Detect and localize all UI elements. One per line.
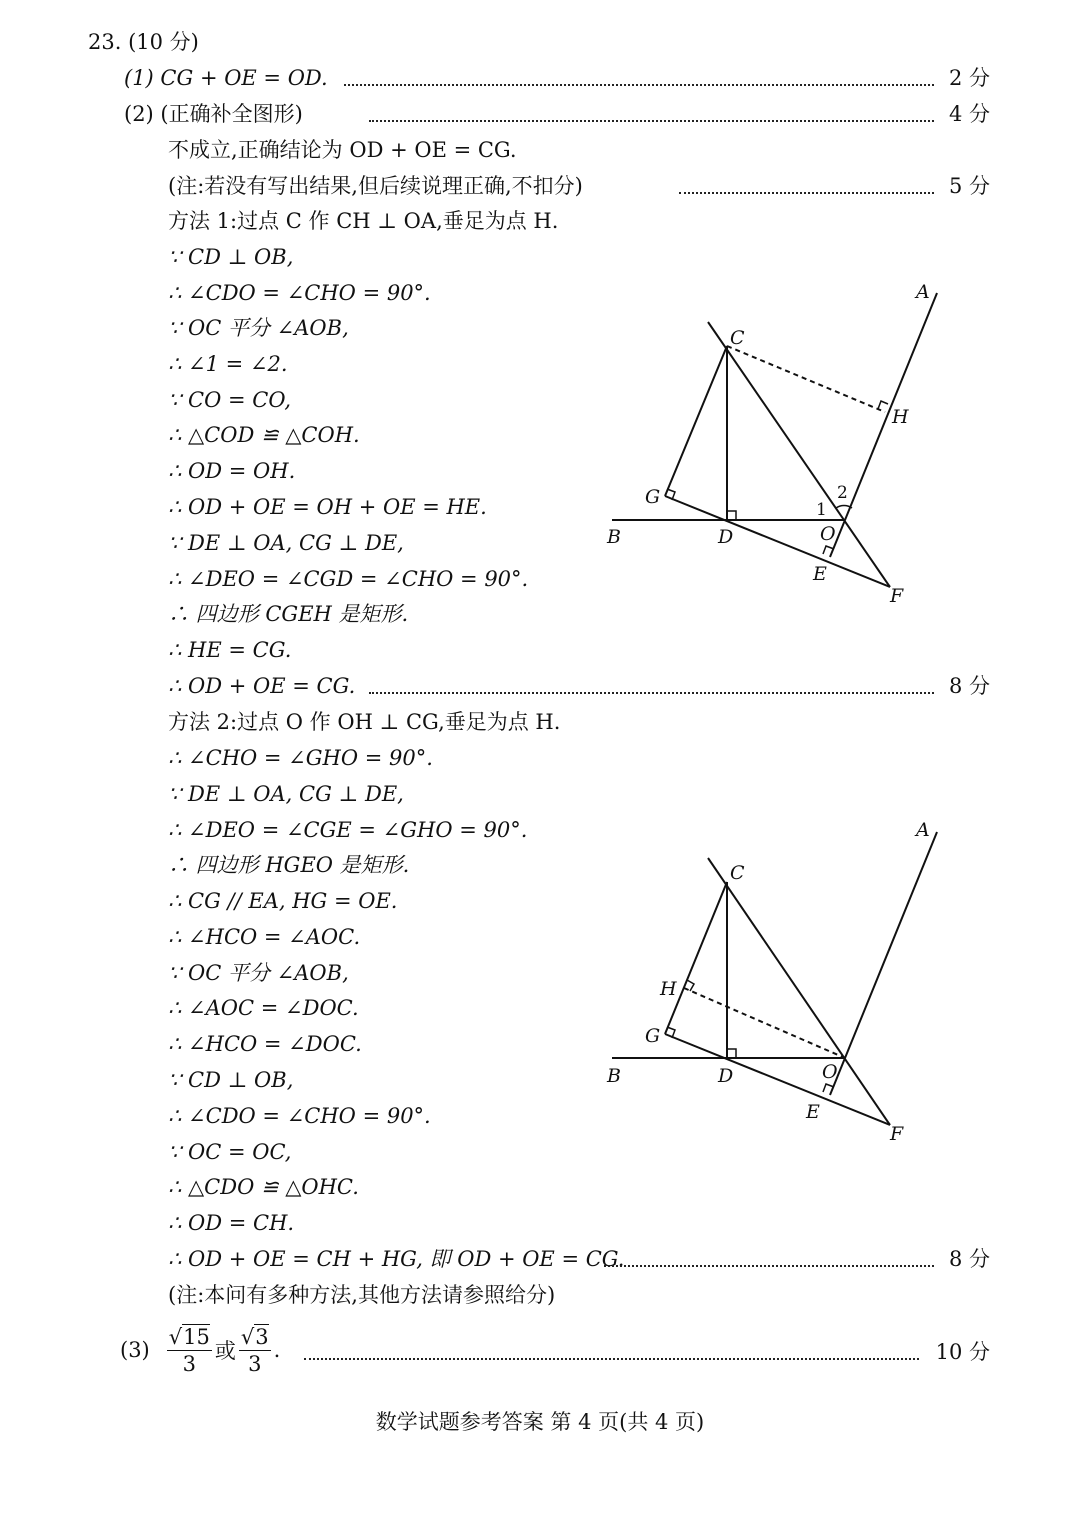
fraction-1-denominator: 3 [182, 1351, 196, 1376]
method2-line: ∴ CG // EA, HG = OE. [168, 889, 398, 913]
method1-title: 方法 1:过点 C 作 CH ⊥ OA,垂足为点 H. [168, 209, 559, 233]
label-D: D [718, 1065, 734, 1087]
method1-line: ∴ 四边形 CGEH 是矩形. [168, 602, 409, 626]
method2-line: ∴ ∠HCO = ∠DOC. [168, 1032, 362, 1056]
angle-label-1: 1 [816, 500, 827, 520]
method1-line: ∵ OC 平分 ∠AOB, [168, 316, 349, 340]
label-F: F [890, 1123, 904, 1145]
part1-score: 2 分 [948, 66, 990, 90]
method1-line: ∵ CD ⊥ OB, [168, 245, 294, 269]
method2-line: ∵ OC = OC, [168, 1140, 292, 1164]
method1-line: ∴ OD = OH. [168, 459, 296, 483]
method1-line: ∴ HE = CG. [168, 638, 292, 662]
part2-footnote: (注:本问有多种方法,其他方法请参照给分) [168, 1283, 556, 1307]
page-footer: 数学试题参考答案 第 4 页(共 4 页) [375, 1410, 705, 1434]
method2-line: ∴ ∠HCO = ∠AOC. [168, 925, 361, 949]
method2-line: ∴ ∠CDO = ∠CHO = 90°. [168, 1104, 431, 1128]
method2-title: 方法 2:过点 O 作 OH ⊥ CG,垂足为点 H. [168, 710, 561, 734]
method2-line: ∴ 四边形 HGEO 是矩形. [168, 853, 410, 877]
label-E: E [813, 563, 827, 585]
method1-line: ∵ CO = CO, [168, 388, 291, 412]
fraction-1-numerator: √15 [168, 1324, 210, 1349]
label-G: G [645, 486, 661, 508]
method2-line: ∵ DE ⊥ OA, CG ⊥ DE, [168, 782, 404, 806]
label-A: A [916, 281, 930, 303]
part2-note: (注:若没有写出结果,但后续说理正确,不扣分) [168, 174, 583, 198]
ray-OA [845, 832, 937, 1058]
part1-answer: (1) CG + OE = OD. [124, 66, 328, 90]
part3-connector: 或 [214, 1339, 236, 1363]
label-G: G [645, 1025, 661, 1047]
method1-line: ∴ ∠DEO = ∠CGD = ∠CHO = 90°. [168, 567, 529, 591]
method1-line: ∴ △COD ≌ △COH. [168, 423, 360, 447]
label-H: H [660, 978, 677, 1000]
label-O: O [822, 1061, 838, 1083]
question-number: 23. (10 分) [88, 30, 199, 54]
method2-line: ∴ △CDO ≌ △OHC. [168, 1175, 359, 1199]
fraction-2-numerator: √3 [240, 1324, 269, 1349]
label-C: C [730, 327, 745, 349]
label-O: O [820, 523, 836, 545]
label-D: D [718, 526, 734, 548]
fraction-1-radicand: 15 [183, 1324, 210, 1349]
label-E: E [806, 1101, 820, 1123]
method1-line: ∴ OD + OE = OH + OE = HE. [168, 495, 487, 519]
method2-line: ∴ ∠DEO = ∠CGE = ∠GHO = 90°. [168, 818, 528, 842]
fraction-2-denominator: 3 [248, 1351, 262, 1376]
method2-line: ∴ ∠AOC = ∠DOC. [168, 996, 359, 1020]
part3-end: . [273, 1338, 281, 1362]
line-GF [665, 1034, 890, 1125]
method1-line: ∵ DE ⊥ OA, CG ⊥ DE, [168, 531, 404, 555]
part2-header-score: 4 分 [948, 102, 990, 126]
part2-header: (2) (正确补全图形) [124, 102, 303, 126]
method2-line: ∴ OD = CH. [168, 1211, 295, 1235]
label-H: H [892, 406, 909, 428]
method1-line: ∴ ∠1 = ∠2. [168, 352, 288, 376]
segment-CG [665, 882, 727, 1034]
method2-line: ∵ OC 平分 ∠AOB, [168, 961, 349, 985]
method2-score: 8 分 [948, 1247, 990, 1271]
fraction-2-radicand: 3 [255, 1324, 269, 1349]
part3-score: 10 分 [935, 1340, 990, 1364]
method1-final: ∴ OD + OE = CG. [168, 674, 356, 698]
label-A: A [916, 819, 930, 841]
part2-conclusion: 不成立,正确结论为 OD + OE = CG. [168, 138, 517, 162]
part2-note-score: 5 分 [948, 174, 990, 198]
method1-score: 8 分 [948, 674, 990, 698]
label-F: F [890, 585, 904, 607]
method2-final: ∴ OD + OE = CH + HG, 即 OD + OE = CG. [168, 1247, 625, 1271]
method1-line: ∴ ∠CDO = ∠CHO = 90°. [168, 281, 431, 305]
label-C: C [730, 862, 745, 884]
label-B: B [607, 1065, 621, 1087]
method2-line: ∴ ∠CHO = ∠GHO = 90°. [168, 746, 433, 770]
angle-label-2: 2 [837, 483, 848, 503]
label-B: B [607, 526, 621, 548]
part3-label: (3) [120, 1338, 150, 1362]
line-CF [708, 858, 890, 1125]
method2-line: ∵ CD ⊥ OB, [168, 1068, 294, 1092]
right-angle-D [727, 1049, 736, 1058]
